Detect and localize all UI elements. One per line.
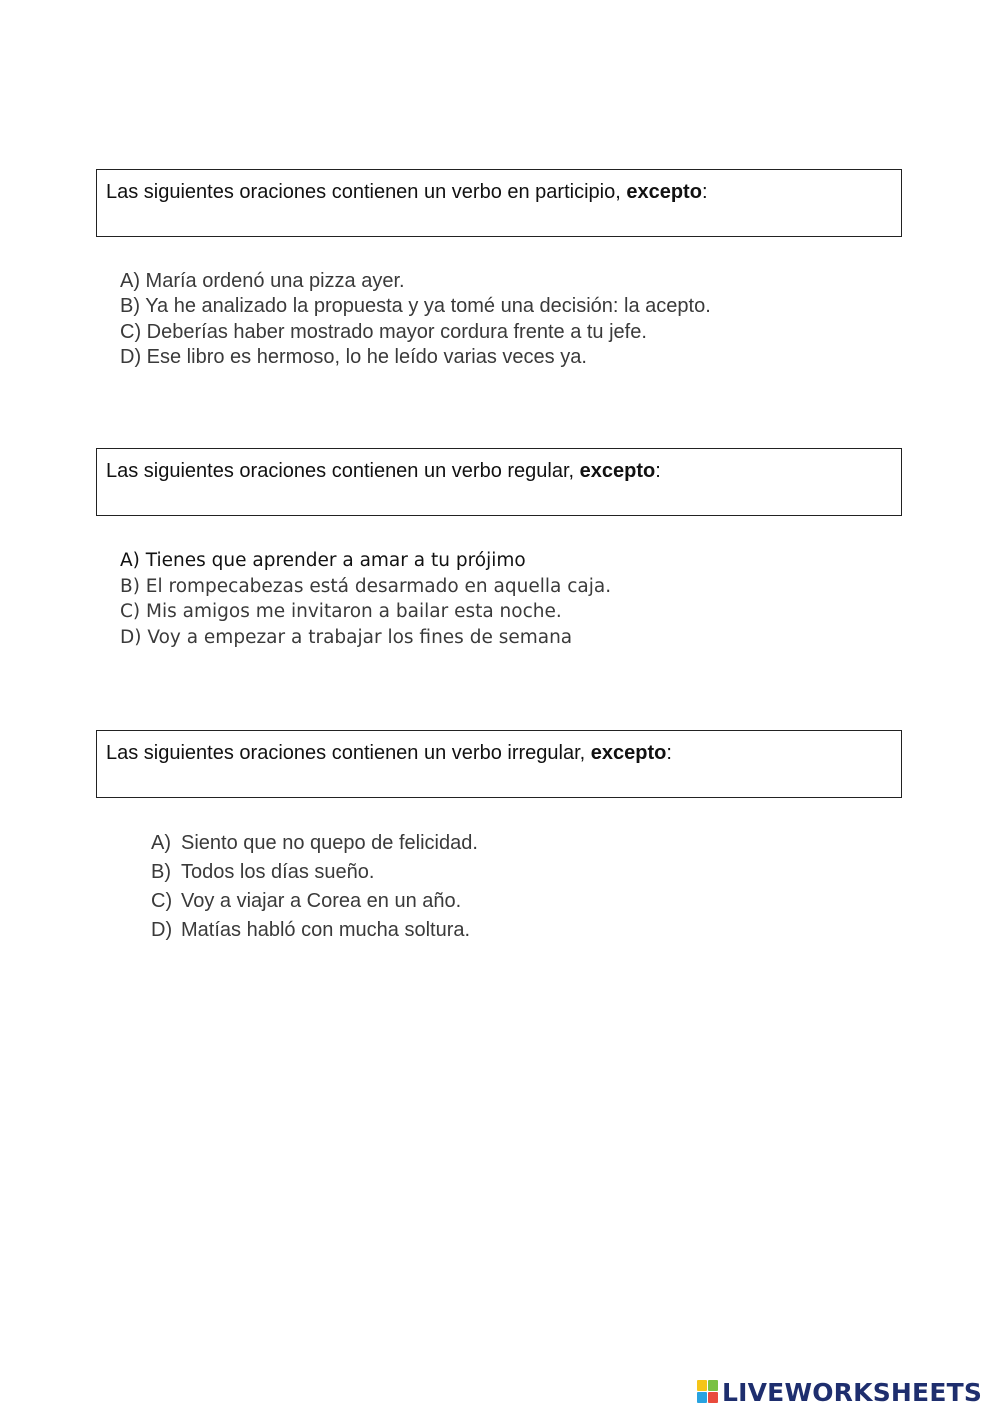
question-2-options: [120, 548, 611, 650]
liveworksheets-logo-text: LIVEWORKSHEETS: [722, 1377, 983, 1407]
question-1-prompt: Las siguientes oraciones contienen un verbo en participio, excepto:: [106, 181, 708, 203]
option-c[interactable]: C) Voy a viajar a Corea en un año.: [151, 890, 462, 912]
liveworksheets-logo[interactable]: [697, 1375, 982, 1409]
option-d[interactable]: D) Ese libro es hermoso, lo he leído varias veces ya.: [120, 345, 587, 368]
question-2-box: [96, 448, 902, 516]
question-1-box: [96, 169, 902, 237]
option-b[interactable]: B) Ya he analizado la propuesta y ya tomé una decisión: la acepto.: [120, 295, 711, 318]
option-d[interactable]: D) Matías habló con mucha soltura.: [151, 919, 471, 941]
option-b[interactable]: B) Todos los días sueño.: [151, 861, 375, 883]
question-3-box: [96, 730, 902, 798]
question-2-prompt: Las siguientes oraciones contienen un verbo regular, excepto:: [106, 460, 661, 482]
option-a[interactable]: A) Tienes que aprender a amar a tu prójimo: [120, 550, 526, 571]
question-3-options: [151, 829, 478, 945]
liveworksheets-logo-icon: [697, 1380, 719, 1404]
option-d[interactable]: D) Voy a empezar a trabajar los fines de semana: [120, 626, 573, 648]
option-a[interactable]: A) Siento que no quepo de felicidad.: [151, 832, 478, 854]
question-1-options: [120, 269, 711, 370]
option-b[interactable]: B) El rompecabezas está desarmado en aquella caja.: [120, 575, 612, 597]
option-c[interactable]: C) Mis amigos me invitaron a bailar esta noche.: [120, 601, 562, 622]
option-c[interactable]: C) Deberías haber mostrado mayor cordura frente a tu jefe.: [120, 320, 647, 343]
option-a[interactable]: A) María ordenó una pizza ayer.: [120, 270, 405, 292]
question-3-prompt: Las siguientes oraciones contienen un verbo irregular, excepto:: [106, 742, 672, 764]
